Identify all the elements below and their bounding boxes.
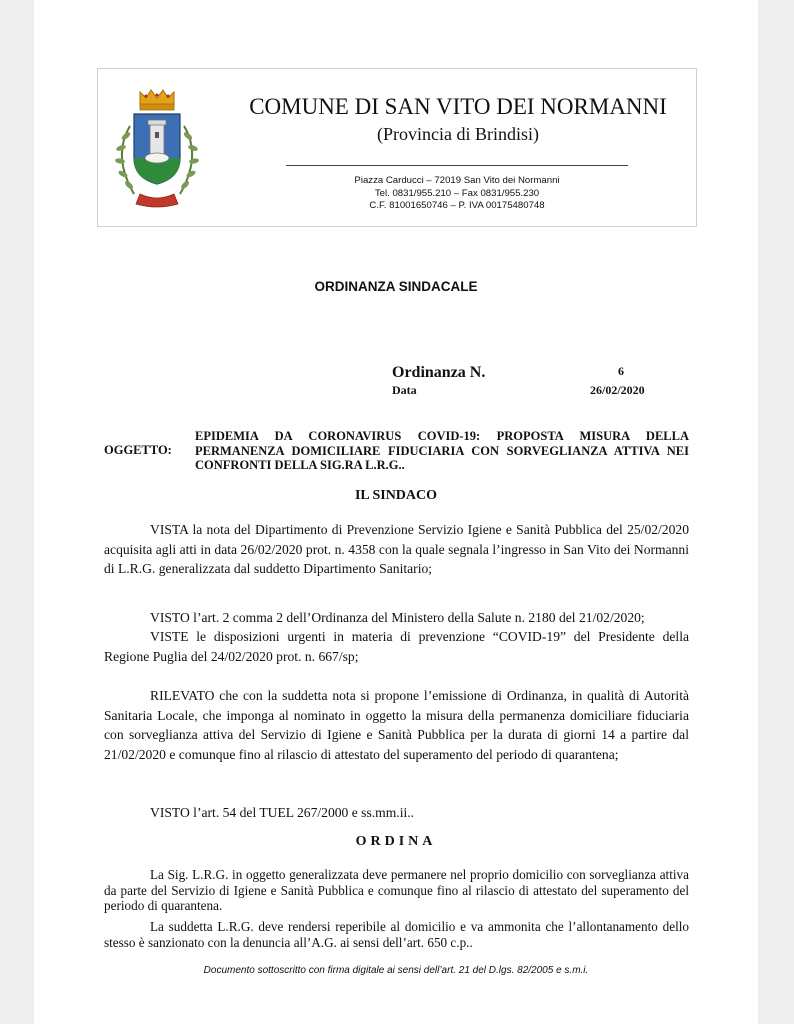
tax-code-line: C.F. 81001650746 – P. IVA 00175480748 — [369, 200, 545, 211]
coat-of-arms-icon — [104, 86, 210, 212]
header-divider — [286, 165, 628, 166]
paragraph-viste: VISTE le disposizioni urgenti in materia di prevenzione “COVID-19” del Presidente della Regione Puglia del 24/02/2020 prot. n. 667/sp; — [104, 629, 689, 664]
order-heading: ORDINA — [355, 834, 437, 849]
paragraph-rilevato: RILEVATO che con la suddetta nota si propone l’emissione di Ordinanza, in qualità di Autorità Sanitaria Locale, che imponga al nominato in oggetto la misura della permanenza domiciliare fiduciaria con sorveglianza attiva del Servizio di Igiene e Sanità Pubblica per la durata di giorni 14 a partire dal 21/02/2020 e comunque fino al rilascio di attestato del superamento del periodo di quarantena; — [104, 688, 689, 762]
ordinance-number-label: Ordinanza N. — [392, 364, 486, 381]
municipality-title: COMUNE DI SAN VITO DEI NORMANNI — [249, 94, 667, 119]
date-value: 26/02/2020 — [590, 383, 645, 397]
address-line: Piazza Carducci – 72019 San Vito dei Normanni — [354, 175, 560, 186]
order-paragraph: La Sig. L.R.G. in oggetto generalizzata deve permanere nel proprio domicilio con sorveglianza attiva da parte del Servizio di Igiene e Sanità Pubblica e comunque fino al rilascio di attestato del superamento del periodo di quarantena. — [104, 867, 689, 913]
subject-text: EPIDEMIA DA CORONAVIRUS COVID-19: PROPOSTA MISURA DELLA PERMANENZA DOMICILIARE FIDUCIARIA CON SORVEGLIANZA ATTIVA NEI CONFRONTI DELLA SIG.RA L.R.G.. — [195, 429, 689, 472]
address-block — [286, 175, 628, 213]
order-paragraph: La suddetta L.R.G. deve rendersi reperibile al domicilio e va ammonita che l’allontanamento dello stesso è sanzionato con la denuncia all’A.G. ai sensi dell’art. 650 c.p.. — [104, 919, 689, 950]
date-label: Data — [392, 383, 417, 397]
phone-line: Tel. 0831/955.210 – Fax 0831/955.230 — [374, 187, 540, 199]
authority-heading: IL SINDACO — [354, 488, 438, 503]
paragraph-vista: VISTA la nota del Dipartimento di Prevenzione Servizio Igiene e Sanità Pubblica del 25/02/2020 acquisita agli atti in data 26/02/2020 prot. n. 4358 con la quale segnala l’ingresso in San Vito dei Normanni di L.R.G. generalizzata dal suddetto Dipartimento Sanitario; — [104, 522, 689, 576]
document-page — [34, 0, 758, 1024]
paragraph-visto-ordinanza: VISTO l’art. 2 comma 2 dell’Ordinanza del Ministero della Salute n. 2180 del 21/02/2020; — [150, 610, 645, 625]
paragraph-visto-tuel: VISTO l’art. 54 del TUEL 267/2000 e ss.mm.ii.. — [150, 805, 415, 820]
province-subtitle: (Provincia di Brindisi) — [377, 124, 539, 144]
digital-signature-note: Documento sottoscritto con firma digitale ai sensi dell’art. 21 del D.lgs. 82/2005 e s.m.i. — [203, 965, 589, 976]
ordinance-number-value: 6 — [618, 364, 624, 378]
document-type: ORDINANZA SINDACALE — [314, 279, 478, 294]
subject-label: OGGETTO: — [104, 443, 172, 457]
